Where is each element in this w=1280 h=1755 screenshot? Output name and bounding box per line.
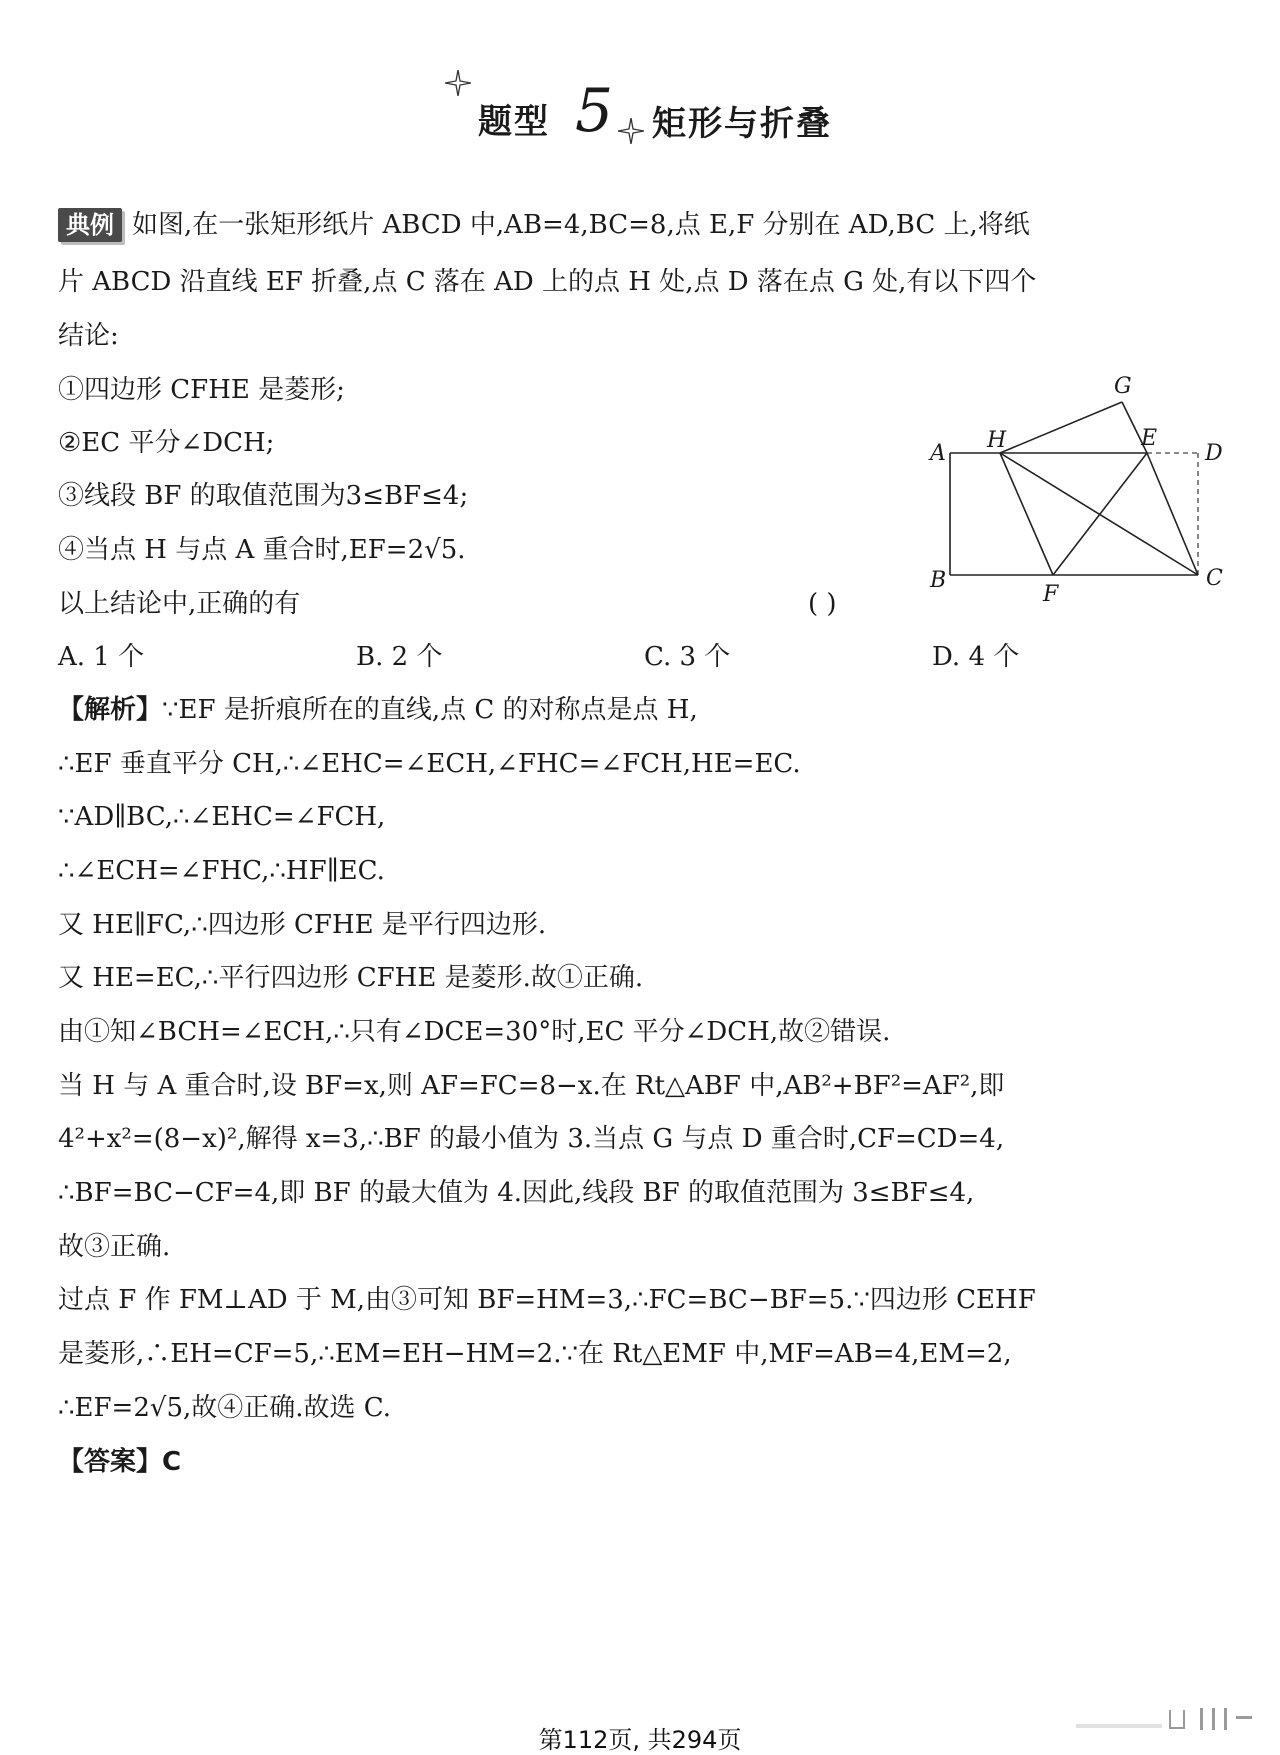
segment-hc: [1000, 453, 1198, 575]
analysis-line: 是菱形,∴EH=CF=5,∴EM=EH−HM=2.∵在 Rt△EMF 中,MF=AB=4,EM=2,: [58, 1339, 1012, 1369]
segment-ec: [1147, 453, 1198, 575]
analysis-line: ∴EF=2√5,故④正确.故选 C.: [58, 1393, 392, 1423]
analysis-label: 【解析】: [58, 695, 163, 725]
label-a: A: [930, 441, 946, 466]
analysis-first-text: ∵EF 是折痕所在的直线,点 C 的对称点是点 H,: [162, 695, 698, 725]
analysis-line: ∴∠ECH=∠FHC,∴HF∥EC.: [58, 856, 385, 886]
label-b: B: [930, 568, 947, 593]
title-type-label: 题型: [478, 102, 550, 142]
option-a: A. 1 个: [58, 642, 145, 672]
label-h: H: [987, 428, 1007, 453]
analysis-line: 又 HE∥FC,∴四边形 CFHE 是平行四边形.: [58, 910, 547, 940]
label-e: E: [1141, 426, 1158, 451]
statement-2: ②EC 平分∠DCH;: [58, 428, 275, 458]
sparkle-icon: [618, 118, 644, 144]
analysis-line: 由①知∠BCH=∠ECH,∴只有∠DCE=30°时,EC 平分∠DCH,故②错误.: [58, 1017, 891, 1047]
statement-1: ①四边形 CFHE 是菱形;: [58, 375, 345, 405]
option-d: D. 4 个: [932, 642, 1020, 672]
label-f: F: [1043, 582, 1059, 607]
statement-3: ③线段 BF 的取值范围为3≤BF≤4;: [58, 481, 469, 511]
problem-line-1: [58, 205, 1228, 245]
analysis-line: ∴BF=BC−CF=4,即 BF 的最大值为 4.因此,线段 BF 的取值范围为 3≤BF≤4,: [58, 1178, 975, 1208]
bar-icon: [1236, 1716, 1252, 1719]
analysis-line: ∴EF 垂直平分 CH,∴∠EHC=∠ECH,∠FHC=∠FCH,HE=EC.: [58, 749, 801, 779]
answer-label: 【答案】: [58, 1447, 163, 1477]
option-b: B. 2 个: [356, 642, 443, 672]
segment-hg: [1000, 402, 1122, 453]
analysis-line-1: [58, 690, 1228, 730]
folding-diagram: [925, 365, 1225, 615]
analysis-line: 过点 F 作 FM⊥AD 于 M,由③可知 BF=HM=3,∴FC=BC−BF=5.∵四边形 CEHF: [58, 1285, 1036, 1315]
answer-line: [58, 1442, 1228, 1482]
example-badge: 典例: [58, 208, 122, 242]
label-d: D: [1205, 441, 1223, 466]
sparkle-icon: [445, 70, 471, 96]
page-footer: 第112页, 共294页: [538, 1726, 742, 1754]
statement-4: ④当点 H 与点 A 重合时,EF=2√5.: [58, 535, 466, 565]
analysis-line: ∵AD∥BC,∴∠EHC=∠FCH,: [58, 802, 386, 832]
answer-value: C: [162, 1447, 182, 1477]
problem-line-3: 结论:: [58, 321, 119, 351]
problem-text: 如图,在一张矩形纸片 ABCD 中,AB=4,BC=8,点 E,F 分别在 AD,BC 上,将纸: [132, 210, 1030, 240]
answer-blank: ( ): [808, 589, 837, 619]
segment-hf: [1000, 453, 1053, 575]
title-number: 5: [575, 76, 614, 146]
label-c: C: [1206, 566, 1223, 591]
analysis-line: 又 HE=EC,∴平行四边形 CFHE 是菱形.故①正确.: [58, 963, 644, 993]
problem-line-2: 片 ABCD 沿直线 EF 折叠,点 C 落在 AD 上的点 H 处,点 D 落在点 G 处,有以下四个: [58, 267, 1037, 297]
option-c: C. 3 个: [644, 642, 731, 672]
label-g: G: [1114, 374, 1132, 399]
title-topic: 矩形与折叠: [652, 104, 832, 144]
analysis-line: 4²+x²=(8−x)²,解得 x=3,∴BF 的最小值为 3.当点 G 与点 D 重合时,CF=CD=4,: [58, 1124, 1005, 1154]
question-text: 以上结论中,正确的有: [58, 589, 301, 619]
section-title: [0, 70, 1280, 160]
analysis-line: 故③正确.: [58, 1232, 171, 1262]
analysis-line: 当 H 与 A 重合时,设 BF=x,则 AF=FC=8−x.在 Rt△ABF 中,AB²+BF²=AF²,即: [58, 1071, 1005, 1101]
